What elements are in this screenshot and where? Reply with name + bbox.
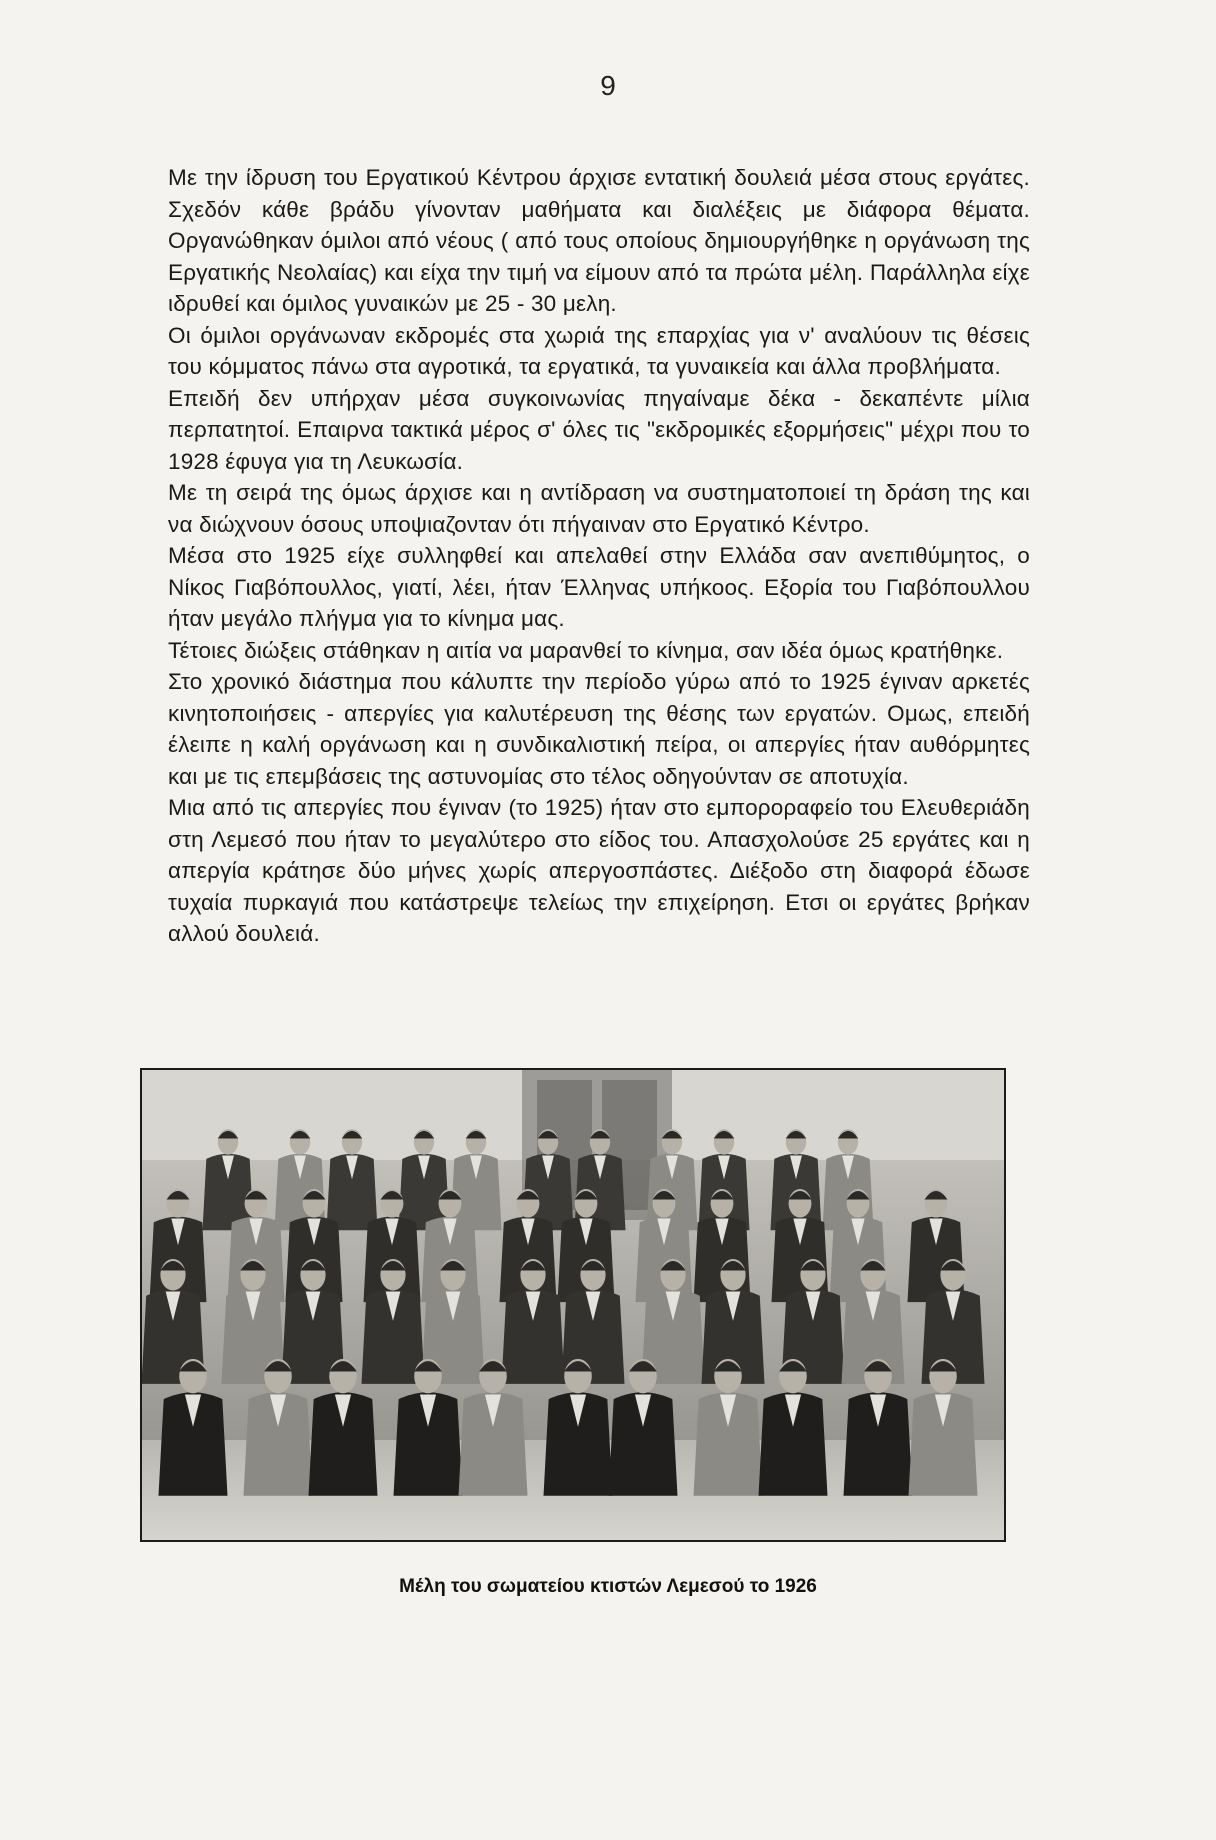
paragraph: Με τη σειρά της όμως άρχισε και η αντίδραση να συστηματοποιεί τη δράση της και να διώχνουν όσους υποψιαζονταν ότι πήγαιναν στο Εργατικό Κέντρο. — [168, 480, 1030, 537]
paragraph: Μια από τις απεργίες που έγιναν (το 1925) ήταν στο εμποροραφείο του Ελευθεριάδη στη Λεμεσό που ήταν το μεγαλύτερο στο είδος του. Απασχολούσε 25 εργάτες και η απεργία κράτησε δύο μήνες χωρίς απεργοσπάστες. Διέξοδο στη διαφορά έδωσε τυχαία πυρκαγιά που κατάστρεψε τελείως την επιχείρηση. Ετσι οι εργάτες βρήκαν αλλού δουλειά. — [168, 795, 1030, 946]
paragraph: Στο χρονικό διάστημα που κάλυπτε την περίοδο γύρω από το 1925 έγιναν αρκετές κινητοποιήσεις - απεργίες για καλυτέρευση της θέσης των εργατών. Ομως, επειδή έλειπε η καλή οργάνωση και η συνδικαλιστική πείρα, οι απεργίες ήταν αυθόρμητες και με τις επεμβάσεις της αστυνομίας στο τέλος οδηγούνταν σε αποτυχία. — [168, 669, 1030, 789]
group-photograph — [140, 1068, 1006, 1542]
paragraph: Τέτοιες διώξεις στάθηκαν η αιτία να μαρανθεί το κίνημα, σαν ιδέα όμως κρατήθηκε. — [168, 637, 1004, 663]
body-text — [168, 162, 1030, 950]
page-number: 9 — [600, 70, 616, 101]
paragraph: Οι όμιλοι οργάνωναν εκδρομές στα χωριά της επαρχίας για ν' αναλύουν τις θέσεις του κόμματος πάνω στα αγροτικά, τα εργατικά, τα γυναικεία και άλλα προβλήματα. — [168, 322, 1030, 379]
paragraph: Με την ίδρυση του Εργατικού Κέντρου άρχισε εντατική δουλειά μέσα στους εργάτες. Σχεδόν κάθε βράδυ γίνονταν μαθήματα και διαλέξεις με διάφορα θέματα. Οργανώθηκαν όμιλοι από νέους ( από τους οποίους δημιουργήθηκε η οργάνωση της Εργατικής Νεολαίας) και είχα την τιμή να είμουν από τα πρώτα μέλη. Παράλληλα είχε ιδρυθεί και όμιλος γυναικών με 25 - 30 μελη. — [168, 165, 1030, 316]
group-photo-illustration — [142, 1070, 1004, 1540]
paragraph: Επειδή δεν υπήρχαν μέσα συγκοινωνίας πηγαίναμε δέκα - δεκαπέντε μίλια περπατητοί. Επαιρνα τακτικά μέρος σ' όλες τις "εκδρομικές εξορμήσεις" μέχρι που το 1928 έφυγα για τη Λευκωσία. — [168, 385, 1030, 474]
photo-caption: Μέλη του σωματείου κτιστών Λεμεσού το 1926 — [399, 1576, 817, 1597]
paragraph: Μέσα στο 1925 είχε συλληφθεί και απελαθεί στην Ελλάδα σαν ανεπιθύμητος, ο Νίκος Γιαβόπουλλος, γιατί, λέει, ήταν Έλληνας υπήκοος. Εξορία του Γιαβόπουλλου ήταν μεγάλο πλήγμα για το κίνημα μας. — [168, 543, 1030, 631]
